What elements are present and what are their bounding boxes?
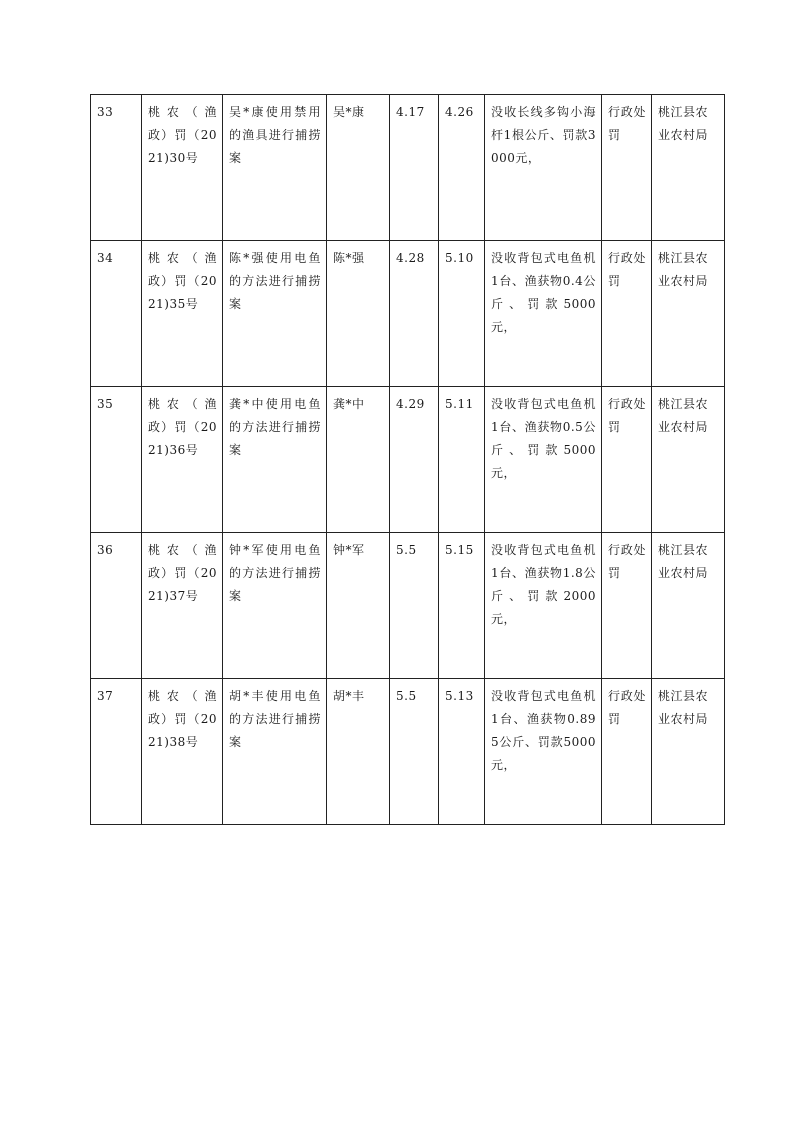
filing-date: 4.28 [390,241,439,387]
table-row [91,533,725,679]
issuing-organization: 桃江县农业农村局 [652,241,725,387]
row-number: 36 [91,533,142,679]
filing-date: 5.5 [390,533,439,679]
row-number: 37 [91,679,142,825]
decision-date: 5.15 [439,533,485,679]
case-number: 桃农（渔政）罚（2021)37号 [142,533,223,679]
penalty-result: 没收长线多钩小海杆1根公斤、罚款3000元， [485,95,602,241]
issuing-organization: 桃江县农业农村局 [652,679,725,825]
decision-date: 5.10 [439,241,485,387]
penalty-records-table [90,94,725,825]
case-name: 胡*丰使用电鱼的方法进行捕捞案 [223,679,327,825]
penalty-type: 行政处罚 [602,679,652,825]
case-name: 吴*康使用禁用的渔具进行捕捞案 [223,95,327,241]
row-number: 35 [91,387,142,533]
decision-date: 5.13 [439,679,485,825]
penalty-type: 行政处罚 [602,533,652,679]
party-name: 吴*康 [327,95,390,241]
penalty-result: 没收背包式电鱼机1台、渔获物0.4公斤、罚款5000元， [485,241,602,387]
party-name: 陈*强 [327,241,390,387]
issuing-organization: 桃江县农业农村局 [652,387,725,533]
filing-date: 4.29 [390,387,439,533]
penalty-result: 没收背包式电鱼机1台、渔获物0.5公斤、罚款5000元， [485,387,602,533]
penalty-result: 没收背包式电鱼机1台、渔获物0.895公斤、罚款5000元， [485,679,602,825]
case-name: 陈*强使用电鱼的方法进行捕捞案 [223,241,327,387]
issuing-organization: 桃江县农业农村局 [652,533,725,679]
party-name: 胡*丰 [327,679,390,825]
case-name: 龚*中使用电鱼的方法进行捕捞案 [223,387,327,533]
case-number: 桃农（渔政）罚（2021)36号 [142,387,223,533]
case-number: 桃农（渔政）罚（2021)38号 [142,679,223,825]
case-number: 桃农（渔政）罚（2021)30号 [142,95,223,241]
table-row [91,241,725,387]
penalty-type: 行政处罚 [602,387,652,533]
decision-date: 5.11 [439,387,485,533]
table-row [91,95,725,241]
penalty-result: 没收背包式电鱼机1台、渔获物1.8公斤、罚款2000元， [485,533,602,679]
filing-date: 4.17 [390,95,439,241]
row-number: 33 [91,95,142,241]
case-name: 钟*军使用电鱼的方法进行捕捞案 [223,533,327,679]
table-row [91,387,725,533]
case-number: 桃农（渔政）罚（2021)35号 [142,241,223,387]
penalty-type: 行政处罚 [602,241,652,387]
decision-date: 4.26 [439,95,485,241]
penalty-type: 行政处罚 [602,95,652,241]
party-name: 龚*中 [327,387,390,533]
table-row [91,679,725,825]
row-number: 34 [91,241,142,387]
party-name: 钟*军 [327,533,390,679]
filing-date: 5.5 [390,679,439,825]
issuing-organization: 桃江县农业农村局 [652,95,725,241]
